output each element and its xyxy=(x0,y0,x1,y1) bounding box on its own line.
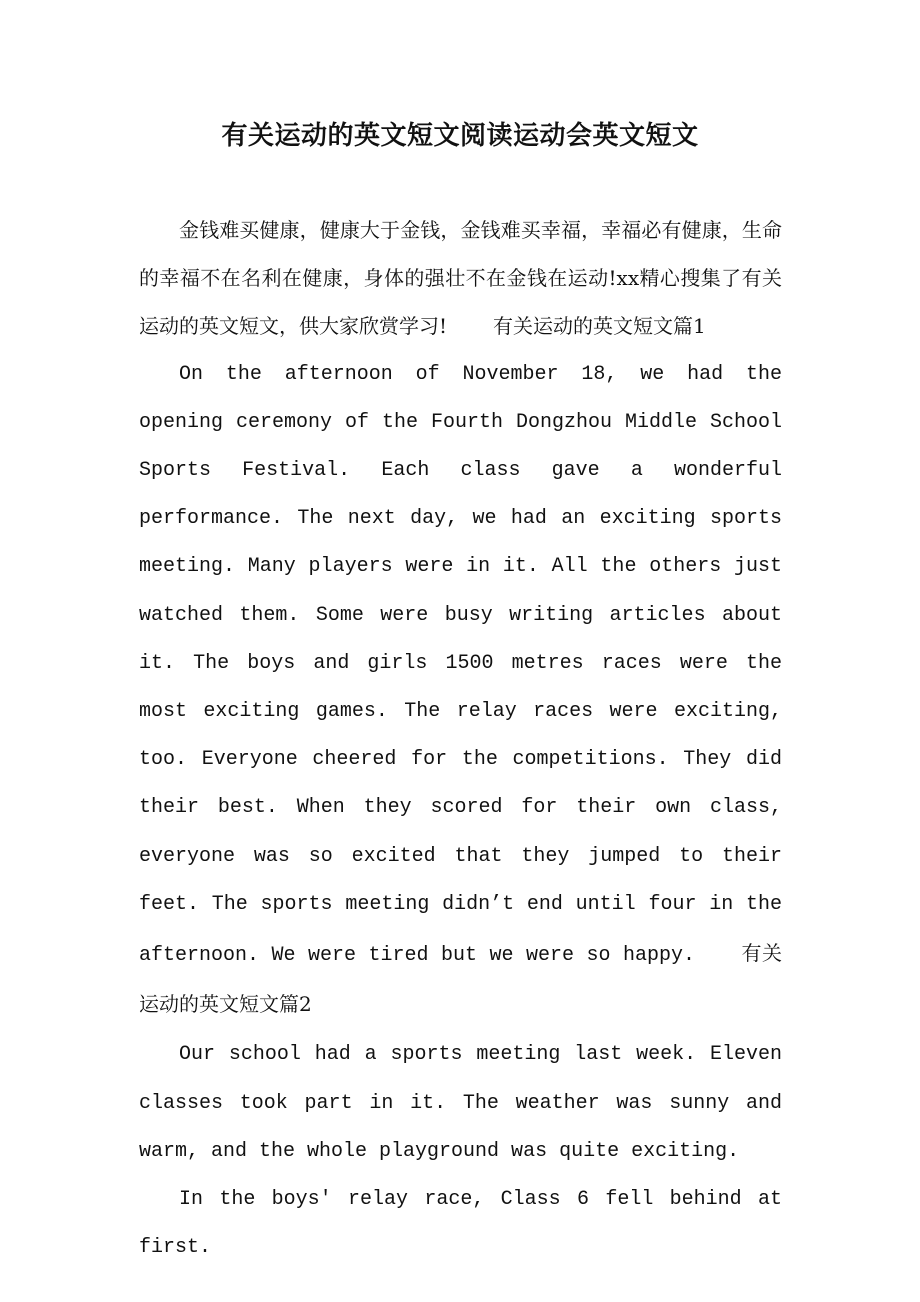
section-heading-2: 有关运动的英文短文篇2 xyxy=(139,941,782,1017)
passage-paragraph-2 xyxy=(139,1031,782,1176)
intro-paragraph xyxy=(139,206,782,351)
passage-paragraph-3 xyxy=(139,1176,782,1272)
section-heading-1: 有关运动的英文短文篇1 xyxy=(493,314,706,339)
passage-text-1: On the afternoon of November 18, we had the opening ceremony of the Fourth Dongzhou Middle School Sports Festival. Each class gave a wonderful performance. The next day, we had an exciting sports meeting. Many players were in it. All the others just watched them. Some were busy writing articles about it. The boys and girls 1500 metres races were the most exciting games. The relay races were exciting, too. Everyone cheered for the competitions. They did their best. When they scored for their own class, everyone was so excited that they jumped to their feet. The sports meeting didn’t end until four in the afternoon. We were tired but we were so happy. xyxy=(139,362,782,968)
passage-paragraph-1 xyxy=(139,351,782,1032)
intro-text: 金钱难买健康，健康大于金钱，金钱难买幸福，幸福必有健康，生命的幸福不在名利在健康，身体的强壮不在金钱在运动!xx精心搜集了有关运动的英文短文，供大家欣赏学习! xyxy=(139,218,782,339)
document-body xyxy=(139,206,782,1272)
passage-text-2: Our school had a sports meeting last week. Eleven classes took part in it. The weather was sunny and warm, and the whole playground was quite exciting. xyxy=(139,1043,782,1163)
document-title: 有关运动的英文短文阅读运动会英文短文 xyxy=(221,121,699,151)
passage-text-3: In the boys' relay race, Class 6 fell behind at first. xyxy=(139,1188,782,1260)
